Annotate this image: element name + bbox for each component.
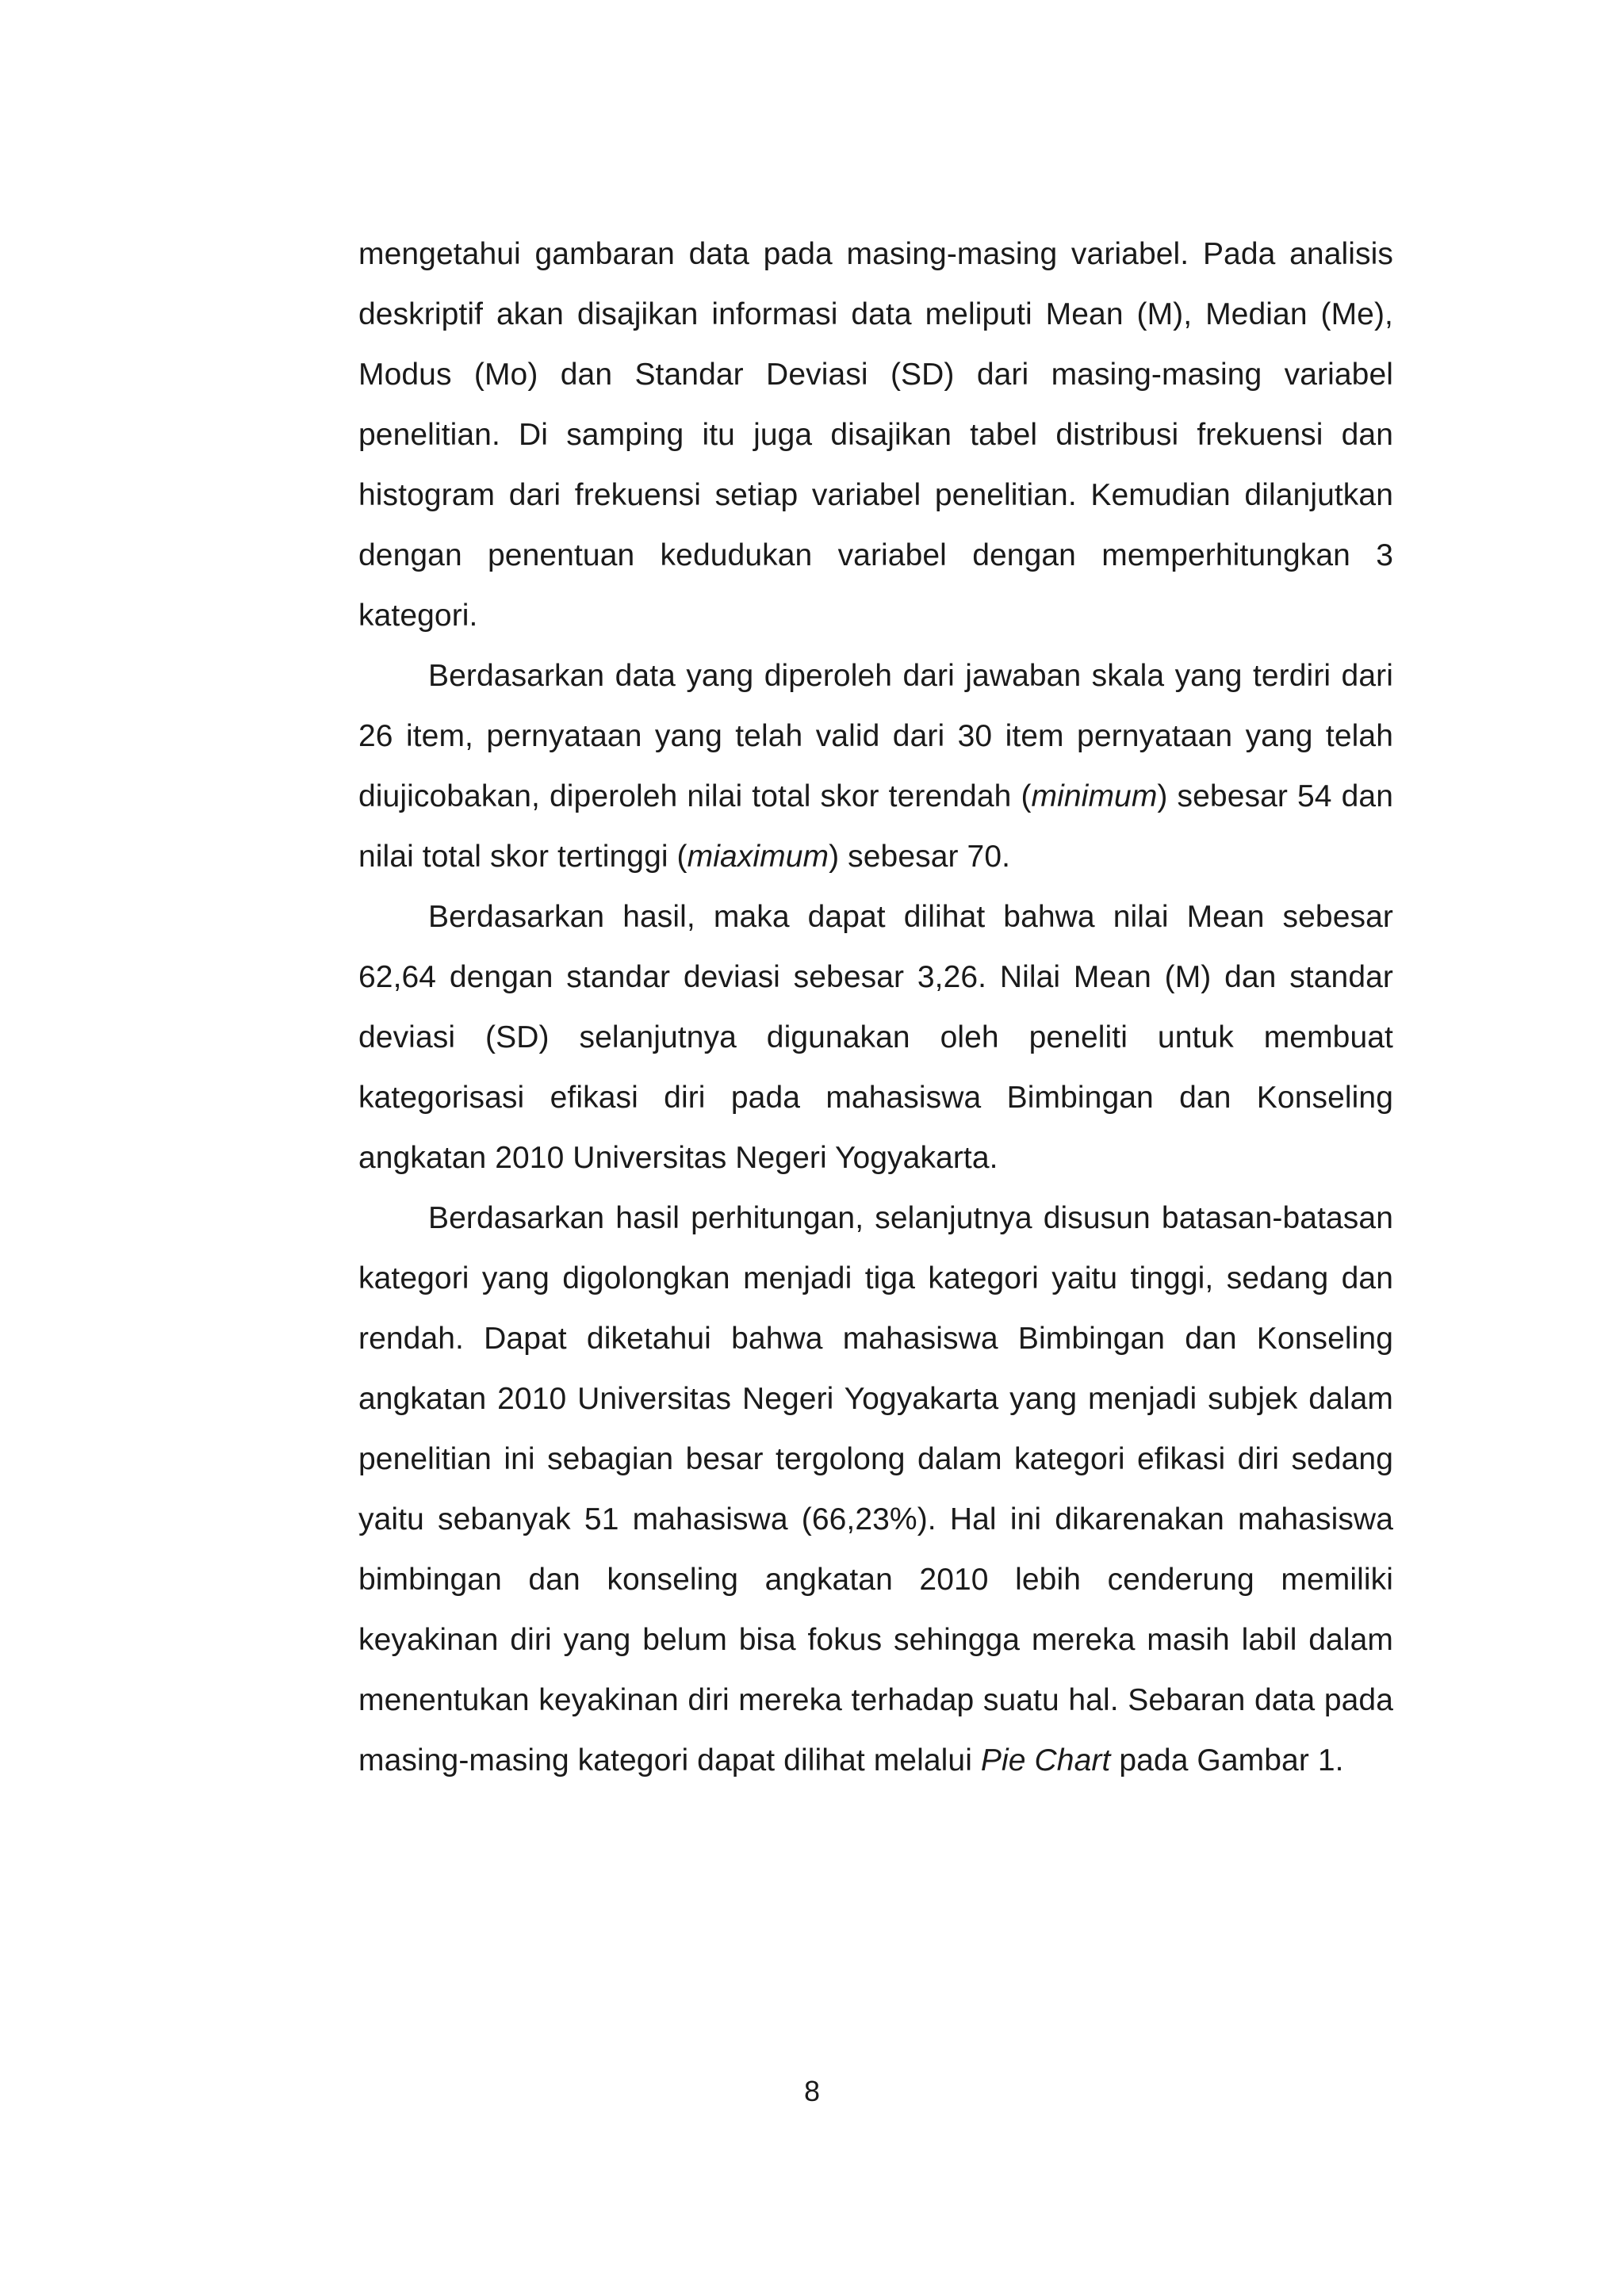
paragraph-4-text: Berdasarkan hasil perhitungan, selanjutnya disusun batasan-batasan kategori yang digolongkan menjadi tiga kategori yaitu tinggi, sedang dan rendah. Dapat diketahui bahwa mahasiswa Bimbingan dan Konseling angkatan 2010 Universitas Negeri Yogyakarta yang menjadi subjek dalam penelitian ini sebagian besar tergolong dalam kategori efikasi diri sedang yaitu sebanyak 51 mahasiswa (66,23%). Hal ini dikarenakan mahasiswa bimbingan dan konseling angkatan 2010 lebih cenderung memiliki keyakinan diri yang belum bisa fokus sehingga mereka masih labil dalam menentukan keyakinan diri mereka terhadap suatu hal. Sebaran data pada masing-masing kategori dapat dilihat melalui [358,1201,1393,1777]
paragraph-3-text: Berdasarkan hasil, maka dapat dilihat bahwa nilai Mean sebesar 62,64 dengan standar deviasi sebesar 3,26. Nilai Mean (M) dan standar deviasi (SD) selanjutnya digunakan oleh peneliti untuk membuat kategorisasi efikasi diri pada mahasiswa Bimbingan dan Konseling angkatan 2010 Universitas Negeri Yogyakarta. [358,900,1393,1175]
paragraph-2-text-cont: ) sebesar 54 dan nilai total skor tertinggi ( [358,779,1393,874]
term-maximum: miaximum [687,840,829,874]
body-text [358,224,1393,1791]
term-pie-chart: Pie Chart [980,1743,1111,1777]
paragraph-1-text: mengetahui gambaran data pada masing-masing variabel. Pada analisis deskriptif akan disajikan informasi data meliputi Mean (M), Median (Me), Modus (Mo) dan Standar Deviasi (SD) dari masing-masing variabel penelitian. Di samping itu juga disajikan tabel distribusi frekuensi dan histogram dari frekuensi setiap variabel penelitian. Kemudian dilanjutkan dengan penentuan kedudukan variabel dengan memperhitungkan 3 kategori. [358,237,1393,633]
page-number: 8 [803,2075,821,2107]
paragraph-4-text-end: pada Gambar 1. [1110,1743,1344,1777]
term-minimum: minimum [1031,779,1158,813]
paragraph-2 [358,646,1393,887]
paragraph-3 [358,887,1393,1188]
paragraph-1 [358,224,1393,646]
paragraph-2-text: Berdasarkan data yang diperoleh dari jawaban skala yang terdiri dari 26 item, pernyataan yang telah valid dari 30 item pernyataan yang telah diujicobakan, diperoleh nilai total skor terendah ( [358,659,1393,813]
paragraph-2-text-end: ) sebesar 70. [829,840,1011,874]
paragraph-4 [358,1188,1393,1791]
